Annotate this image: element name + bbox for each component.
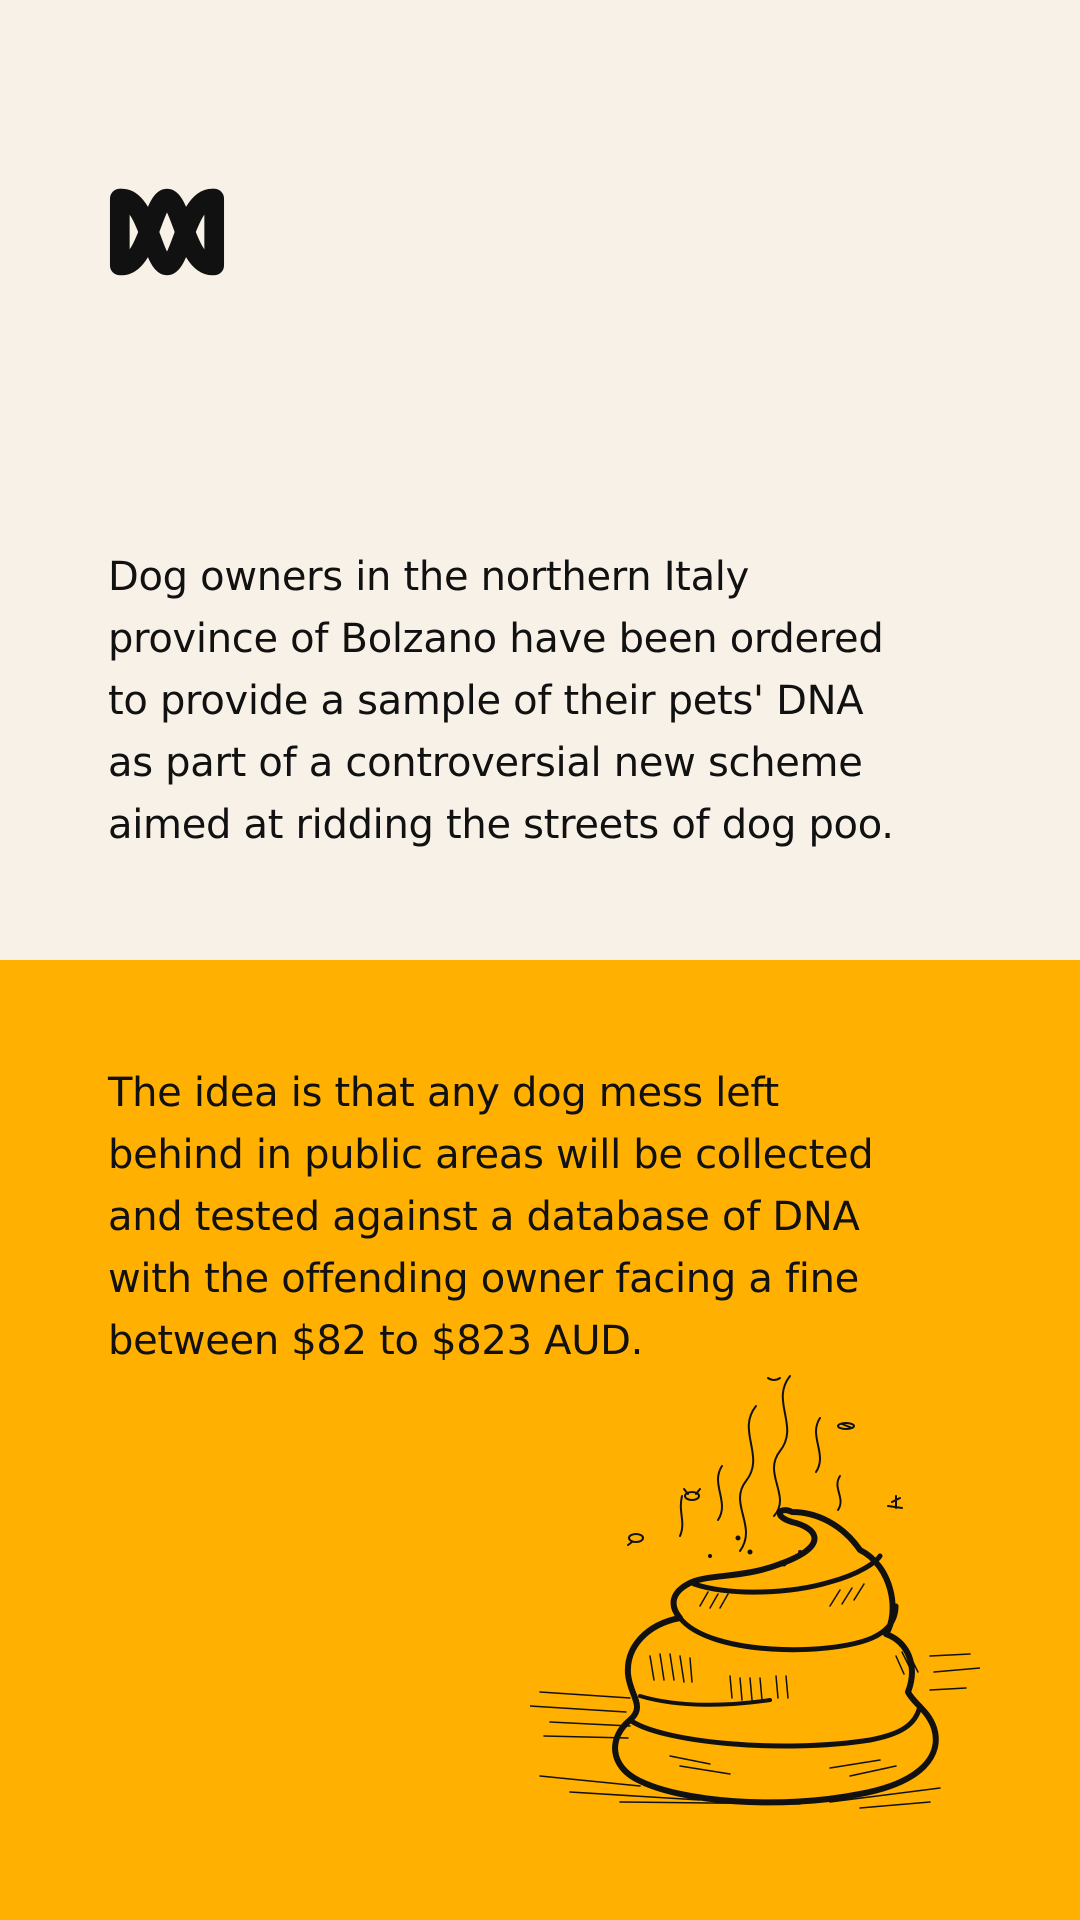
intro-line: Dog owners in the northern Italy bbox=[108, 554, 749, 600]
detail-line: behind in public areas will be collected bbox=[108, 1132, 874, 1178]
intro-paragraph bbox=[108, 546, 908, 856]
dog-poo-illustration-icon bbox=[530, 1356, 980, 1826]
intro-line: to provide a sample of their pets' DNA bbox=[108, 678, 864, 724]
detail-line: and tested against a database of DNA bbox=[108, 1194, 860, 1240]
intro-line: aimed at ridding the streets of dog poo. bbox=[108, 802, 894, 848]
detail-line: between $82 to $823 AUD. bbox=[108, 1318, 644, 1364]
detail-line: The idea is that any dog mess left bbox=[108, 1070, 779, 1116]
intro-line: as part of a controversial new scheme bbox=[108, 740, 863, 786]
detail-paragraph bbox=[108, 1062, 908, 1372]
abc-logo-icon bbox=[108, 186, 226, 278]
intro-line: province of Bolzano have been ordered bbox=[108, 616, 884, 662]
detail-line: with the offending owner facing a fine bbox=[108, 1256, 859, 1302]
